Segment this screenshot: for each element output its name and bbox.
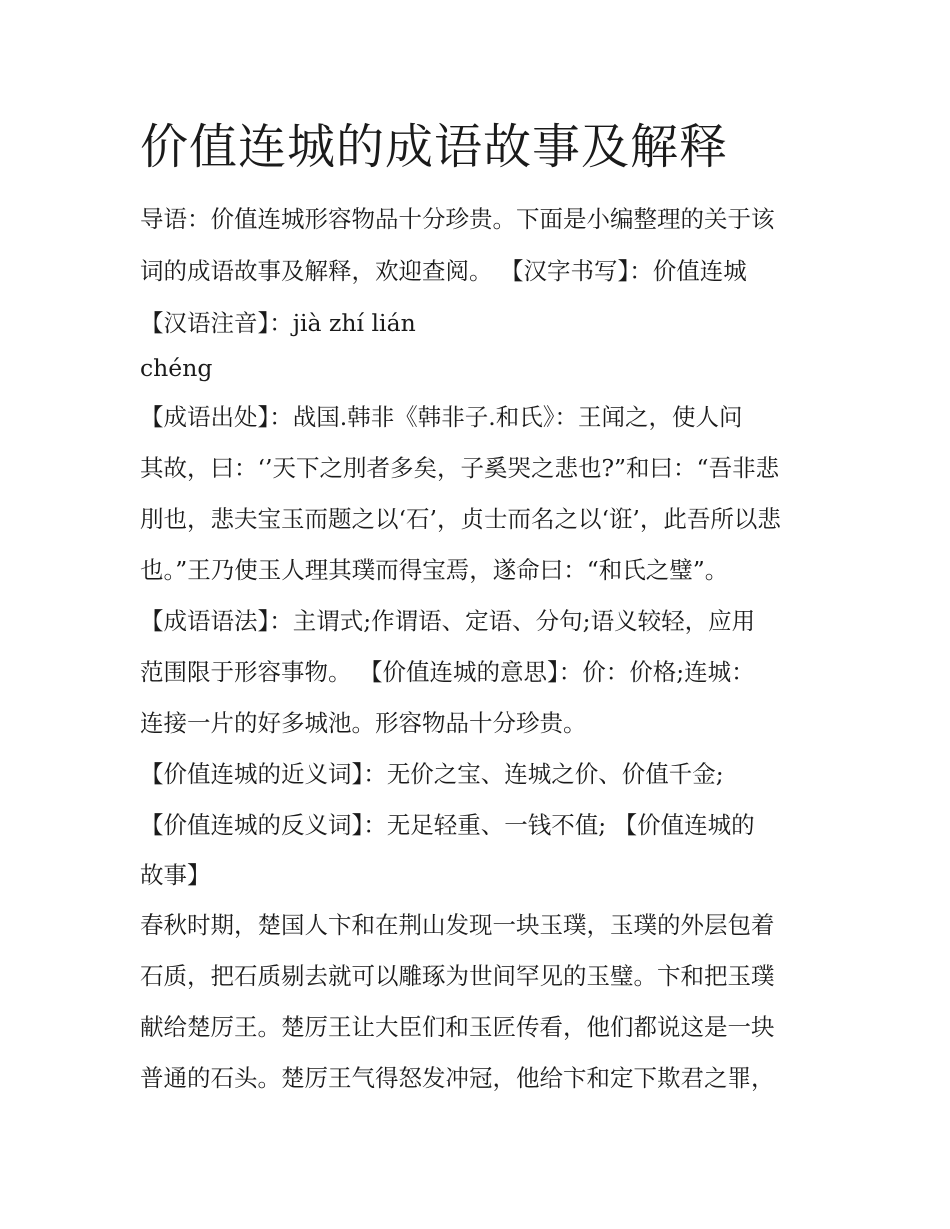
text-line: 也。”王乃使玉人理其璞而得宝焉，遂命曰：“和氏之璧”。 (140, 556, 729, 584)
text-line: 刖也，悲夫宝玉而题之以‘石’，贞士而名之以‘诳’，此吾所以悲 (140, 505, 781, 533)
text-line: 石质，把石质剔去就可以雕琢为世间罕见的玉璧。卞和把玉璞 (140, 962, 775, 990)
text-line: chéng (140, 354, 213, 382)
text-line: 【成语出处】：战国.韩非《韩非子.和氏》：王闻之，使人问 (140, 403, 743, 431)
text-line: 连接一片的好多城池。形容物品十分珍贵。 (140, 709, 587, 737)
text-line: 导语：价值连城形容物品十分珍贵。下面是小编整理的关于该 (140, 205, 775, 233)
text-line: 普通的石头。楚厉王气得怒发冲冠，他给卞和定下欺君之罪， (140, 1064, 775, 1092)
text-line: 【价值连城的反义词】：无足轻重、一钱不值; 【价值连城的 (140, 811, 755, 839)
text-line: 其故，曰：‘’天下之刖者多矣，子奚哭之悲也?”和曰：“吾非悲 (140, 454, 780, 482)
text-line: 【汉语注音】：jià zhí lián (140, 309, 416, 337)
text-line: 故事】 (140, 861, 211, 889)
text-line: 范围限于形容事物。 【价值连城的意思】：价：价格;连城： (140, 658, 755, 686)
text-line: 献给楚厉王。楚厉王让大臣们和玉匠传看，他们都说这是一块 (140, 1013, 775, 1041)
document-title: 价值连城的成语故事及解释 (140, 119, 729, 175)
text-line: 【价值连城的近义词】：无价之宝、连城之价、价值千金; (140, 760, 724, 788)
text-line: 春秋时期，楚国人卞和在荆山发现一块玉璞，玉璞的外层包着 (140, 911, 775, 939)
text-line: 词的成语故事及解释，欢迎查阅。 【汉字书写】：价值连城 (140, 257, 747, 285)
text-line: 【成语语法】：主谓式;作谓语、定语、分句;语义较轻，应用 (140, 607, 756, 635)
